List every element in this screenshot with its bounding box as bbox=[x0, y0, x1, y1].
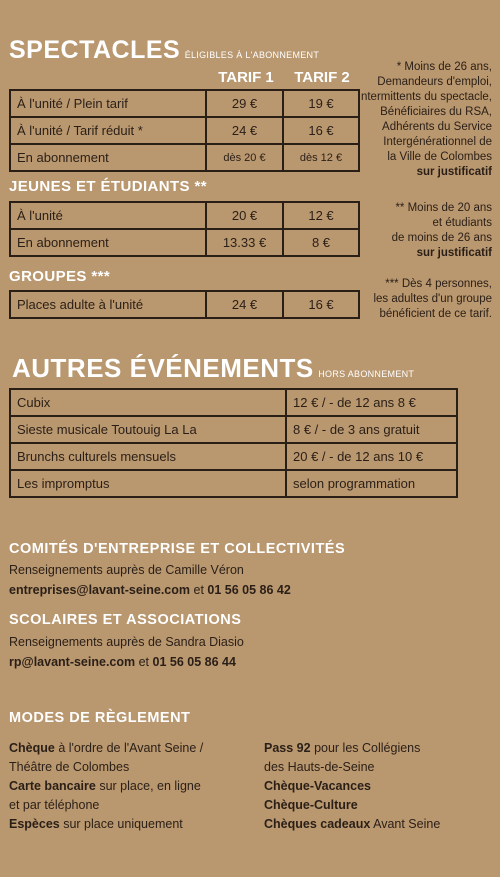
note-youth bbox=[392, 201, 492, 261]
spectacles-title: SPECTACLES bbox=[9, 36, 181, 64]
autres-heading bbox=[12, 353, 414, 384]
comites-phone[interactable]: 01 56 05 86 42 bbox=[207, 583, 291, 597]
tarif1-value: 29 € bbox=[206, 90, 283, 117]
event-label: Brunchs culturels mensuels bbox=[10, 443, 286, 470]
tarif1-value: 20 € bbox=[206, 202, 283, 229]
reglement-left bbox=[9, 739, 244, 834]
event-label: Les impromptus bbox=[10, 470, 286, 497]
note-line: ** Moins de 20 ans bbox=[395, 202, 492, 214]
tarif2-value: 19 € bbox=[283, 90, 359, 117]
event-price: selon programmation bbox=[286, 470, 457, 497]
cheque-text2: Théâtre de Colombes bbox=[9, 760, 130, 774]
comites-contact: Renseignements auprès de Camille Véron bbox=[9, 563, 244, 577]
scolaires-info bbox=[9, 632, 244, 672]
tarif2-value: 16 € bbox=[283, 291, 359, 318]
spectacles-table bbox=[9, 89, 360, 172]
top-divider bbox=[0, 0, 500, 4]
autres-subtitle: HORS ABONNEMENT bbox=[318, 369, 415, 379]
scolaires-et: et bbox=[138, 655, 150, 669]
note-groups bbox=[373, 277, 492, 322]
row-label: En abonnement bbox=[10, 144, 206, 171]
scolaires-phone[interactable]: 01 56 05 86 44 bbox=[152, 655, 236, 669]
spectacles-heading bbox=[9, 36, 319, 65]
note-bold: sur justificatif bbox=[416, 166, 492, 178]
event-price: 20 € / - de 12 ans 10 € bbox=[286, 443, 457, 470]
table-row bbox=[10, 416, 457, 443]
scolaires-contact: Renseignements auprès de Sandra Diasio bbox=[9, 635, 244, 649]
row-label: Places adulte à l'unité bbox=[10, 291, 206, 318]
row-label: À l'unité / Plein tarif bbox=[10, 90, 206, 117]
event-label: Cubix bbox=[10, 389, 286, 416]
carte-text: sur place, en ligne bbox=[99, 779, 201, 793]
note-line: *** Dès 4 personnes, bbox=[385, 278, 492, 290]
row-label: En abonnement bbox=[10, 229, 206, 256]
reglement-title: MODES DE RÈGLEMENT bbox=[9, 710, 191, 726]
spectacles-subtitle: ÉLIGIBLES À L'ABONNEMENT bbox=[184, 50, 320, 60]
cadeaux-text: Avant Seine bbox=[373, 817, 441, 831]
note-line: bénéficient de ce tarif. bbox=[379, 308, 492, 320]
culture-label: Chèque-Culture bbox=[264, 798, 358, 812]
table-row bbox=[10, 144, 359, 171]
tarif1-header: TARIF 1 bbox=[218, 69, 274, 86]
table-row bbox=[10, 443, 457, 470]
tarif2-value: 8 € bbox=[283, 229, 359, 256]
vacances-label: Chèque-Vacances bbox=[264, 779, 371, 793]
table-row bbox=[10, 229, 359, 256]
scolaires-title: SCOLAIRES ET ASSOCIATIONS bbox=[9, 612, 242, 628]
tarif2-value: 16 € bbox=[283, 117, 359, 144]
event-label: Sieste musicale Toutouig La La bbox=[10, 416, 286, 443]
autres-table bbox=[9, 388, 458, 498]
note-reduced-rate bbox=[358, 60, 492, 180]
cheque-text: à l'ordre de l'Avant Seine / bbox=[58, 741, 204, 755]
tarif2-value: dès 12 € bbox=[283, 144, 359, 171]
tarif1-value: 24 € bbox=[206, 291, 283, 318]
event-price: 12 € / - de 12 ans 8 € bbox=[286, 389, 457, 416]
note-line: * Moins de 26 ans, bbox=[396, 61, 492, 73]
table-row bbox=[10, 389, 457, 416]
pass-label: Pass 92 bbox=[264, 741, 311, 755]
row-label: À l'unité bbox=[10, 202, 206, 229]
carte-text2: et par téléphone bbox=[9, 798, 100, 812]
pass-text: pour les Collégiens bbox=[314, 741, 421, 755]
note-line: les adultes d'un groupe bbox=[373, 293, 492, 305]
reglement-right bbox=[264, 739, 494, 834]
pass-text2: des Hauts-de-Seine bbox=[264, 760, 375, 774]
table-row bbox=[10, 291, 359, 318]
jeunes-title: JEUNES ET ÉTUDIANTS ** bbox=[9, 178, 207, 195]
comites-info bbox=[9, 560, 291, 600]
note-line: Demandeurs d'emploi, bbox=[377, 76, 492, 88]
tarif1-value: 24 € bbox=[206, 117, 283, 144]
row-label: À l'unité / Tarif réduit * bbox=[10, 117, 206, 144]
jeunes-table bbox=[9, 201, 360, 257]
table-row bbox=[10, 470, 457, 497]
comites-et: et bbox=[193, 583, 204, 597]
note-line: et étudiants bbox=[432, 217, 492, 229]
note-line: de moins de 26 ans bbox=[391, 232, 492, 244]
note-line: Adhérents du Service bbox=[382, 121, 492, 133]
note-line: la Ville de Colombes bbox=[387, 151, 492, 163]
comites-title: COMITÉS D'ENTREPRISE ET COLLECTIVITÉS bbox=[9, 541, 346, 557]
tarif2-header: TARIF 2 bbox=[294, 69, 350, 86]
tarif2-value: 12 € bbox=[283, 202, 359, 229]
table-row bbox=[10, 90, 359, 117]
groupes-table bbox=[9, 290, 360, 319]
especes-label: Espèces bbox=[9, 817, 60, 831]
cadeaux-label: Chèques cadeaux bbox=[264, 817, 371, 831]
autres-title: AUTRES ÉVÉNEMENTS bbox=[12, 353, 314, 383]
tarif1-value: dès 20 € bbox=[206, 144, 283, 171]
especes-text: sur place uniquement bbox=[63, 817, 183, 831]
comites-email[interactable]: entreprises@lavant-seine.com bbox=[9, 583, 191, 597]
note-line: Intermittents du spectacle, bbox=[357, 91, 492, 103]
note-line: Bénéficiaires du RSA, bbox=[380, 106, 492, 118]
table-row bbox=[10, 117, 359, 144]
scolaires-email[interactable]: rp@lavant-seine.com bbox=[9, 655, 136, 669]
carte-label: Carte bancaire bbox=[9, 779, 96, 793]
event-price: 8 € / - de 3 ans gratuit bbox=[286, 416, 457, 443]
groupes-title: GROUPES *** bbox=[9, 268, 111, 285]
note-bold: sur justificatif bbox=[416, 247, 492, 259]
table-row bbox=[10, 202, 359, 229]
note-line: Intergénérationnel de bbox=[383, 136, 492, 148]
tarif1-value: 13.33 € bbox=[206, 229, 283, 256]
cheque-label: Chèque bbox=[9, 741, 55, 755]
